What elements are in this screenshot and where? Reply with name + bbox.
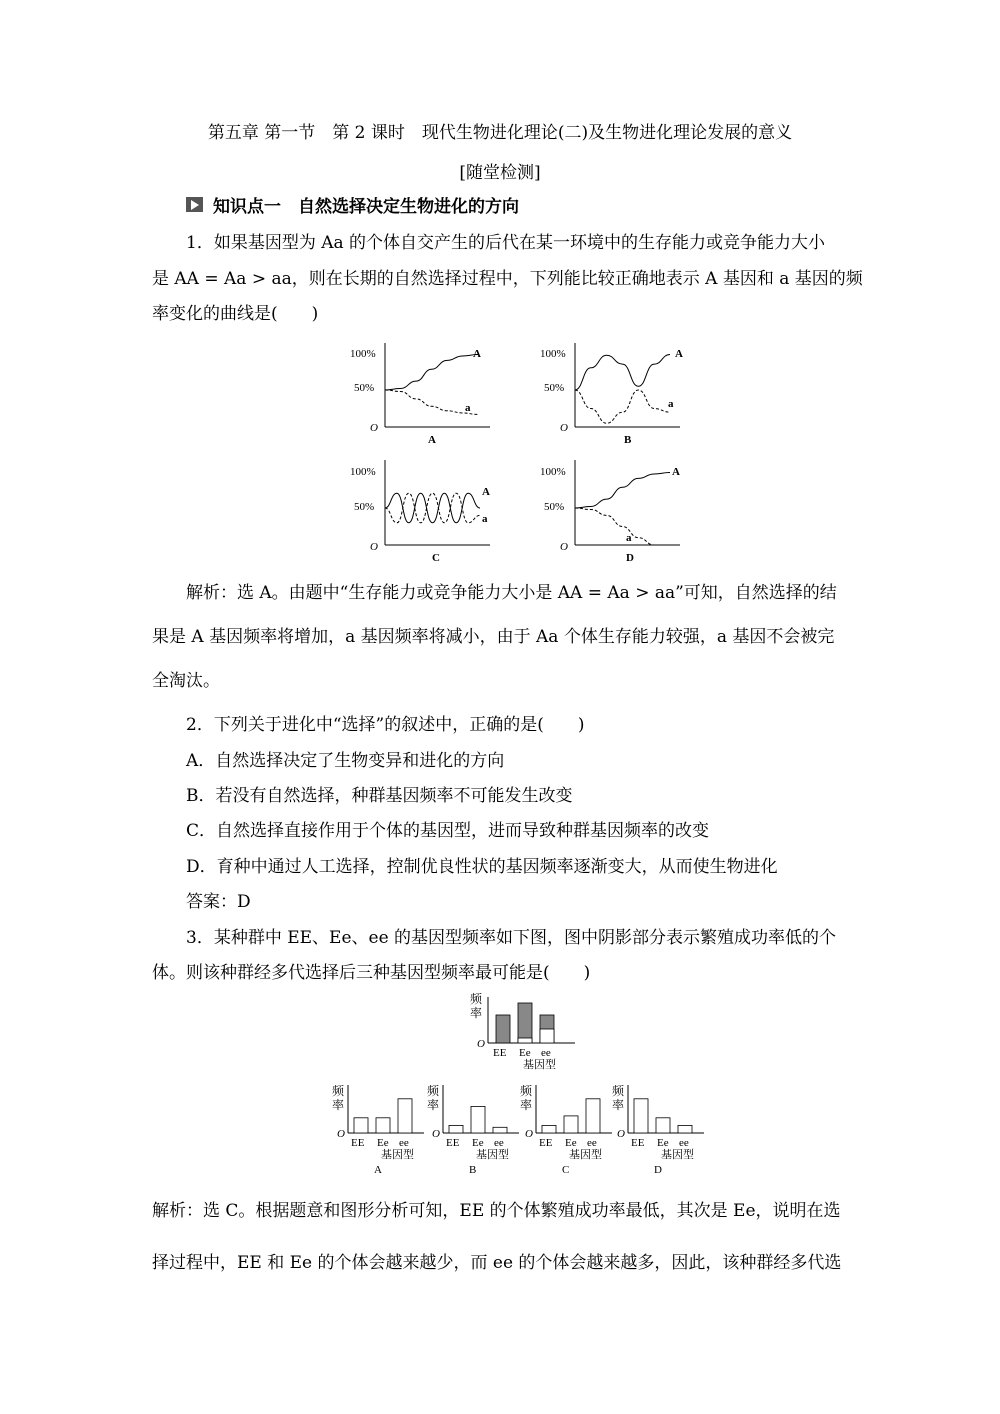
tick-100: 100% xyxy=(350,466,376,478)
origin-label: O xyxy=(337,1128,345,1140)
tick-Ee: Ee xyxy=(472,1137,484,1149)
bar-panel-b xyxy=(427,1083,519,1175)
tick-50: 50% xyxy=(354,382,375,394)
tick-Ee: Ee xyxy=(565,1137,577,1149)
q1-line1: 1．如果基因型为 Aa 的个体自交产生的后代在某一环境中的生存能力或竞争能力大小 xyxy=(186,233,826,253)
curve-panel-a xyxy=(350,343,490,446)
curve-a-gene-A xyxy=(385,354,478,390)
bar-Ee xyxy=(564,1116,578,1133)
panel-label: B xyxy=(469,1164,477,1175)
tick-EE: EE xyxy=(539,1137,553,1149)
curve-c-gene-a xyxy=(385,493,480,523)
ylabel-1: 频 xyxy=(427,1084,440,1098)
origin-label: O xyxy=(477,1038,485,1050)
origin-label: O xyxy=(370,422,378,434)
panel-label: B xyxy=(624,434,632,446)
tick-EE: EE xyxy=(631,1137,645,1149)
play-icon xyxy=(186,197,203,212)
ylabel-2: 率 xyxy=(520,1098,533,1112)
origin-label: O xyxy=(370,541,378,553)
origin-label: O xyxy=(560,422,568,434)
curve-c-gene-A xyxy=(385,493,480,523)
q1-explain-line1: 解析：选 A。由题中“生存能力或竞争能力大小是 AA = Aa > aa”可知，自然选择的结 xyxy=(186,583,837,603)
bar-Ee xyxy=(518,1003,532,1043)
xlabel: 基因型 xyxy=(569,1149,602,1161)
tick-50: 50% xyxy=(544,382,565,394)
xlabel: 基因型 xyxy=(523,1059,556,1071)
gene-a-label: a xyxy=(668,398,674,410)
bar-Ee xyxy=(656,1118,670,1133)
origin-label: O xyxy=(560,541,568,553)
origin-label: O xyxy=(525,1128,533,1140)
origin-label: O xyxy=(432,1128,440,1140)
section-heading xyxy=(186,192,519,217)
curve-d-gene-a xyxy=(575,508,670,545)
gene-A-label: A xyxy=(473,348,481,360)
tick-ee: ee xyxy=(679,1137,689,1149)
gene-A-label: A xyxy=(675,348,683,360)
xlabel: 基因型 xyxy=(476,1149,509,1161)
tick-100: 100% xyxy=(540,466,566,478)
ylabel-1: 频 xyxy=(332,1084,345,1098)
gene-a-label: a xyxy=(482,513,488,525)
q3-line1: 3．某种群中 EE、Ee、ee 的基因型频率如下图，图中阴影部分表示繁殖成功率低的个 xyxy=(186,928,837,948)
q2-option-a: A．自然选择决定了生物变异和进化的方向 xyxy=(186,751,505,771)
tick-Ee: Ee xyxy=(519,1047,531,1059)
bar-Ee xyxy=(376,1118,390,1133)
gene-A-label: A xyxy=(482,486,490,498)
bar-Ee xyxy=(471,1106,485,1133)
q3-explain-line2: 择过程中，EE 和 Ee 的个体会越来越少，而 ee 的个体会越来越多，因此，该种群经多代选 xyxy=(152,1253,842,1273)
ylabel-1: 频 xyxy=(520,1084,533,1098)
curve-figure xyxy=(340,335,700,565)
tick-Ee: Ee xyxy=(657,1137,669,1149)
tick-Ee: Ee xyxy=(377,1137,389,1149)
ylabel-2: 率 xyxy=(612,1098,625,1112)
tick-ee: ee xyxy=(494,1137,504,1149)
page-subtitle: [随堂检测] xyxy=(459,163,541,183)
panel-label: C xyxy=(562,1164,570,1175)
curve-panel-b xyxy=(540,343,683,446)
bar-panel-original xyxy=(470,991,575,1071)
ylabel-2: 率 xyxy=(427,1098,440,1112)
q3-explain-line1: 解析：选 C。根据题意和图形分析可知，EE 的个体繁殖成功率最低，其次是 Ee，说明在选 xyxy=(152,1201,841,1221)
tick-100: 100% xyxy=(540,348,566,360)
bar-EE xyxy=(634,1099,648,1133)
gene-a-label: a xyxy=(626,532,632,544)
ylabel-2: 率 xyxy=(332,1098,345,1112)
curve-b-gene-A xyxy=(575,354,670,390)
q2-answer: 答案：D xyxy=(186,892,251,912)
panel-label: D xyxy=(626,552,634,564)
bar-panel-c xyxy=(520,1083,612,1175)
bar-ee-white xyxy=(540,1029,554,1043)
curve-d-gene-A xyxy=(575,472,670,508)
panel-label: D xyxy=(654,1164,662,1175)
curve-panel-c xyxy=(350,460,490,564)
q2-stem: 2．下列关于进化中“选择”的叙述中，正确的是( ) xyxy=(186,715,585,735)
origin-label: O xyxy=(617,1128,625,1140)
bar-figure xyxy=(330,985,710,1175)
tick-100: 100% xyxy=(350,348,376,360)
xlabel: 基因型 xyxy=(381,1149,414,1161)
bar-ee xyxy=(678,1125,692,1133)
q2-option-c: C．自然选择直接作用于个体的基因型，进而导致种群基因频率的改变 xyxy=(186,821,710,841)
tick-EE: EE xyxy=(351,1137,365,1149)
tick-50: 50% xyxy=(544,501,565,513)
ylabel-1: 频 xyxy=(612,1084,625,1098)
bar-Ee-white xyxy=(518,1038,532,1043)
tick-50: 50% xyxy=(354,501,375,513)
ylabel-1: 频 xyxy=(470,992,483,1006)
q1-line3: 率变化的曲线是( ) xyxy=(152,304,319,324)
q1-explain-line2: 果是 A 基因频率将增加，a 基因频率将减小，由于 Aa 个体生存能力较强，a 基因不会被完 xyxy=(152,627,835,647)
gene-a-label: a xyxy=(465,402,471,414)
tick-ee: ee xyxy=(587,1137,597,1149)
tick-EE: EE xyxy=(446,1137,460,1149)
ylabel-2: 率 xyxy=(470,1006,483,1020)
page-title: 第五章 第一节 第 2 课时 现代生物进化理论(二)及生物进化理论发展的意义 xyxy=(207,123,793,143)
bar-EE xyxy=(354,1118,368,1133)
tick-ee: ee xyxy=(399,1137,409,1149)
gene-A-label: A xyxy=(672,466,680,478)
tick-EE: EE xyxy=(493,1047,507,1059)
curve-b-gene-a xyxy=(575,390,670,423)
panel-label: C xyxy=(432,552,440,564)
panel-label: A xyxy=(428,434,436,446)
bar-ee xyxy=(493,1127,507,1133)
xlabel: 基因型 xyxy=(661,1149,694,1161)
tick-ee: ee xyxy=(541,1047,551,1059)
q1-explain-line3: 全淘汰。 xyxy=(152,671,220,691)
bar-panel-a xyxy=(332,1083,424,1175)
bar-panel-d xyxy=(612,1083,704,1175)
q2-option-d: D．育种中通过人工选择，控制优良性状的基因频率逐渐变大，从而使生物进化 xyxy=(186,857,778,877)
panel-label: A xyxy=(374,1164,382,1175)
curve-panel-d xyxy=(540,460,680,564)
q2-option-b: B．若没有自然选择，种群基因频率不可能发生改变 xyxy=(186,786,573,806)
bar-ee xyxy=(586,1099,600,1133)
q1-line2: 是 AA = Aa > aa，则在长期的自然选择过程中，下列能比较正确地表示 A 基因和 a 基因的频 xyxy=(152,269,863,289)
section-label: 知识点一 自然选择决定生物进化的方向 xyxy=(213,197,519,217)
q3-line2: 体。则该种群经多代选择后三种基因型频率最可能是( ) xyxy=(152,963,591,983)
bar-EE xyxy=(496,1015,510,1043)
bar-ee xyxy=(398,1099,412,1133)
bar-EE xyxy=(542,1125,556,1133)
bar-EE xyxy=(449,1125,463,1133)
